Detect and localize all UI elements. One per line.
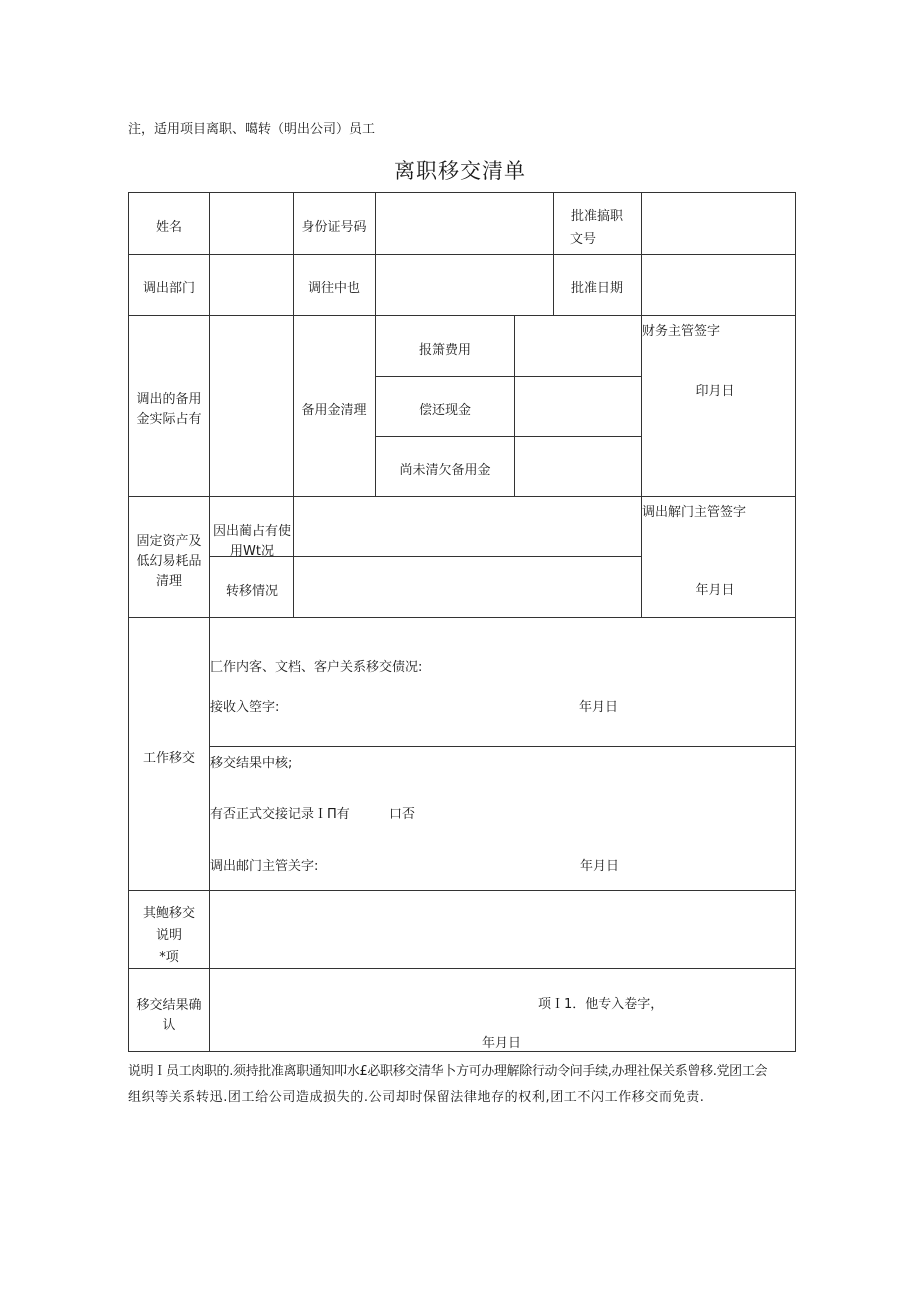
asset-usage-label-line2: 用Wt况 [230,544,274,559]
asset-usage-label-line1: 因出蔺占有使 [212,524,292,539]
dept-manager-sign-label: 调出解门主管签字 [642,505,747,520]
finance-manager-sign-label: 财务主管签字 [642,324,721,339]
handover-record-yes-option[interactable]: 有否正式交接记录ＩΠ有 [210,807,350,822]
approval-doc-label-line2: 文号 [569,232,597,247]
confirm-sign-date: 年月日 [482,1036,522,1051]
other-notes-label-line2: 说明 [155,928,183,943]
assets-section-label-line3: 清理 [155,574,183,589]
reimbursement-label: 报箫费用 [418,343,472,358]
dept-manager-signature-label: 调出邮门主管关字: [210,859,319,874]
work-handover-label: 工作移交 [142,751,196,766]
name-label: 姓名 [155,220,183,235]
handover-result-label: 移交结果中核; [210,756,293,771]
dept-manager-sign-date: 年月日 [580,859,620,874]
id-number-label: 身份证号码 [301,220,367,235]
usage-note: 注，适用项目离职、噶转（明出公司）员工 [128,122,376,137]
confirm-label-line2: 认 [162,1018,176,1033]
finance-sign-date: 印月日 [695,384,735,399]
assets-section-label-line2: 低幻易耗品 [136,554,202,569]
reserve-section-label-line2: 金实际占有 [136,412,202,427]
work-content-label: 匚作内客、文档、客户关系移交债况: [210,660,423,675]
dept-sign-date: 年月日 [695,583,735,598]
other-notes-label-line1: 其鲍移交 [142,906,196,921]
receiver-sign-date: 年月日 [579,700,619,715]
reserve-clear-label: 备用金清理 [301,403,367,418]
reserve-section-label-line1: 调出的备用 [136,392,202,407]
dept-out-label: 调出部门 [142,281,196,296]
confirm-label-line1: 移交结果确 [136,998,202,1013]
receiver-sign-label: 接收入箜字: [210,700,280,715]
outstanding-reserve-label: 尚未清欠备用金 [399,463,491,478]
approval-doc-label-line1: 批准搞职 [570,209,624,224]
other-notes-label-line3: *项 [159,950,179,965]
footer-note-line2: 组织等关系转迅.团工给公司造成损失的.公司却时保留法律地存的权利,团工不闪工作移交而免责. [128,1090,705,1105]
dept-to-label: 调往中也 [307,281,361,296]
approval-date-label: 批准日期 [570,281,624,296]
assets-section-label-line1: 固定资产及 [136,534,202,549]
page-title: 离职移交清单 [394,159,526,183]
asset-transfer-label: 转移情况 [225,584,279,599]
repay-cash-label: 偿还现金 [418,403,472,418]
confirm-sign-text: 项Ｉ1．他专入卷字， [538,997,664,1012]
footer-note-line1: 说明Ｉ员工肉职的.须持批准离职通知叩水£必职移交清华卜方可办理解除行动令问手续,办理社保关系曾移.党团工会 [128,1064,768,1079]
handover-record-no-option[interactable]: 口否 [389,807,416,822]
